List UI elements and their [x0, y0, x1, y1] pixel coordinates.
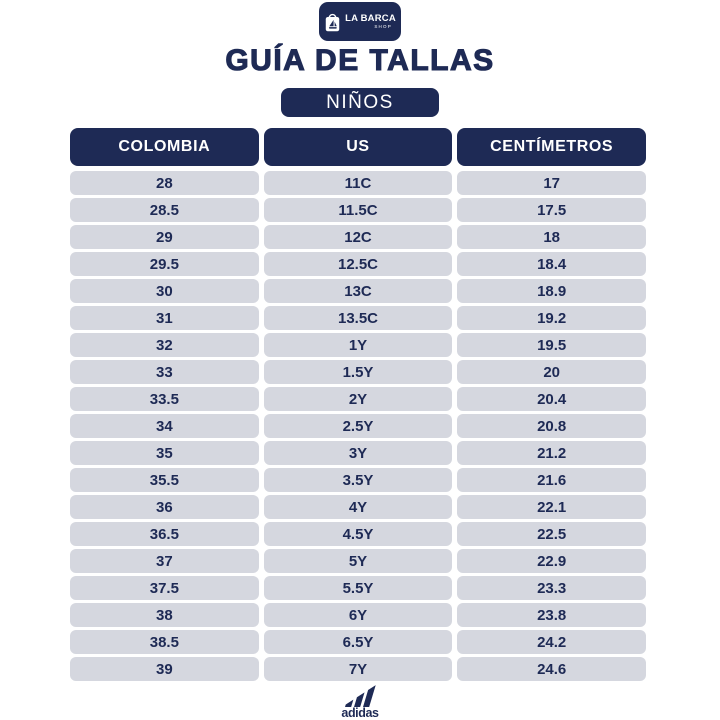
- table-cell: 20: [457, 360, 646, 384]
- table-cell: 35.5: [70, 468, 259, 492]
- table-cell: 11.5C: [264, 198, 453, 222]
- brand-text-block: [345, 14, 396, 30]
- table-cell: 37.5: [70, 576, 259, 600]
- table-cell: 6.5Y: [264, 630, 453, 654]
- table-row: [70, 198, 646, 222]
- table-cell: 21.6: [457, 468, 646, 492]
- table-row: [70, 414, 646, 438]
- adidas-wordmark: adidas: [341, 706, 379, 720]
- size-table: [70, 128, 646, 681]
- table-row: [70, 468, 646, 492]
- table-cell: 32: [70, 333, 259, 357]
- table-cell: 4.5Y: [264, 522, 453, 546]
- table-cell: 38: [70, 603, 259, 627]
- table-header-row: [70, 128, 646, 166]
- table-cell: 1.5Y: [264, 360, 453, 384]
- column-header-centimetros: CENTÍMETROS: [457, 128, 646, 166]
- table-cell: 6Y: [264, 603, 453, 627]
- adidas-three-stripes-icon: [345, 681, 376, 707]
- table-row: [70, 576, 646, 600]
- table-cell: 24.6: [457, 657, 646, 681]
- table-cell: 19.2: [457, 306, 646, 330]
- table-row: [70, 252, 646, 276]
- table-cell: 12.5C: [264, 252, 453, 276]
- table-row: [70, 306, 646, 330]
- footer-brand-logo: [0, 681, 720, 720]
- shopping-bag-icon: [324, 11, 341, 33]
- table-row: [70, 225, 646, 249]
- table-cell: 22.1: [457, 495, 646, 519]
- table-row: [70, 549, 646, 573]
- table-cell: 29: [70, 225, 259, 249]
- table-cell: 11C: [264, 171, 453, 195]
- table-cell: 22.9: [457, 549, 646, 573]
- table-cell: 2Y: [264, 387, 453, 411]
- table-row: [70, 360, 646, 384]
- table-cell: 2.5Y: [264, 414, 453, 438]
- brand-name: LA BARCA: [345, 12, 396, 24]
- table-cell: 36.5: [70, 522, 259, 546]
- table-row: [70, 387, 646, 411]
- brand-logo-plate: [319, 2, 401, 41]
- column-header-us: US: [264, 128, 453, 166]
- table-cell: 20.4: [457, 387, 646, 411]
- table-cell: 37: [70, 549, 259, 573]
- table-cell: 22.5: [457, 522, 646, 546]
- table-cell: 20.8: [457, 414, 646, 438]
- table-cell: 18.9: [457, 279, 646, 303]
- table-cell: 36: [70, 495, 259, 519]
- category-badge: NIÑOS: [281, 88, 439, 117]
- page-title: GUÍA DE TALLAS: [225, 44, 495, 77]
- table-cell: 3Y: [264, 441, 453, 465]
- table-cell: 18: [457, 225, 646, 249]
- table-row: [70, 495, 646, 519]
- table-row: [70, 441, 646, 465]
- table-cell: 3.5Y: [264, 468, 453, 492]
- table-cell: 33: [70, 360, 259, 384]
- table-row: [70, 279, 646, 303]
- table-cell: 13C: [264, 279, 453, 303]
- table-cell: 18.4: [457, 252, 646, 276]
- table-cell: 12C: [264, 225, 453, 249]
- brand-subname: SHOP: [374, 23, 392, 29]
- table-cell: 34: [70, 414, 259, 438]
- table-cell: 33.5: [70, 387, 259, 411]
- table-body: [70, 171, 646, 681]
- table-cell: 28.5: [70, 198, 259, 222]
- table-cell: 35: [70, 441, 259, 465]
- table-cell: 21.2: [457, 441, 646, 465]
- column-header-colombia: COLOMBIA: [70, 128, 259, 166]
- table-cell: 17.5: [457, 198, 646, 222]
- table-row: [70, 171, 646, 195]
- table-cell: 39: [70, 657, 259, 681]
- table-cell: 28: [70, 171, 259, 195]
- table-cell: 17: [457, 171, 646, 195]
- table-row: [70, 657, 646, 681]
- table-cell: 7Y: [264, 657, 453, 681]
- table-cell: 5Y: [264, 549, 453, 573]
- table-row: [70, 333, 646, 357]
- table-row: [70, 522, 646, 546]
- table-cell: 19.5: [457, 333, 646, 357]
- table-row: [70, 630, 646, 654]
- table-cell: 31: [70, 306, 259, 330]
- table-cell: 23.8: [457, 603, 646, 627]
- table-cell: 13.5C: [264, 306, 453, 330]
- table-cell: 23.3: [457, 576, 646, 600]
- table-cell: 1Y: [264, 333, 453, 357]
- table-cell: 4Y: [264, 495, 453, 519]
- table-row: [70, 603, 646, 627]
- table-cell: 38.5: [70, 630, 259, 654]
- table-cell: 5.5Y: [264, 576, 453, 600]
- table-cell: 30: [70, 279, 259, 303]
- table-cell: 24.2: [457, 630, 646, 654]
- table-cell: 29.5: [70, 252, 259, 276]
